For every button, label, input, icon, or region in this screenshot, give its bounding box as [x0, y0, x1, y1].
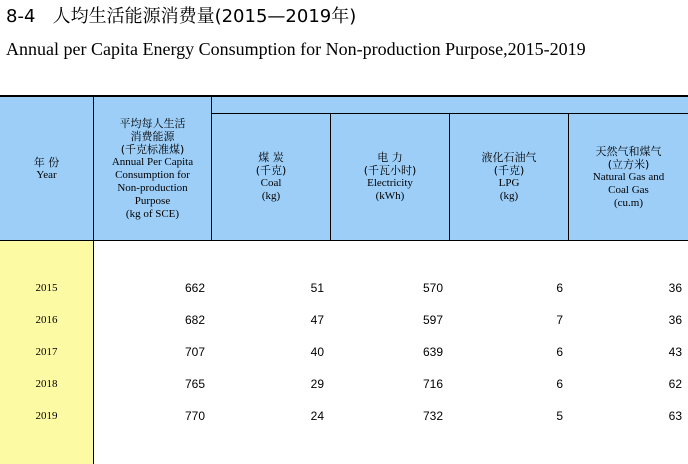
header-total-en-5: (kg of SCE) — [125, 207, 180, 220]
header-lpg-cn-1: 液化石油气 — [481, 151, 537, 164]
header-total-en-3: Non-production — [117, 181, 188, 194]
header-total-cn-3: (千克标准煤) — [120, 142, 185, 156]
table-row — [0, 304, 688, 336]
cell-total: 707 — [184, 345, 205, 359]
header-lpg-en-2: (kg) — [499, 190, 519, 202]
header-electricity-cn-1: 电 力 — [377, 151, 403, 164]
rule-coal — [330, 113, 331, 240]
cell-year: 2015 — [35, 282, 58, 294]
cell-year: 2017 — [35, 346, 58, 358]
cell-total: 682 — [184, 313, 205, 327]
header-electricity-en-1: Electricity — [367, 177, 413, 189]
cell-year: 2018 — [35, 378, 58, 390]
header-sub-band — [212, 97, 688, 113]
header-total-en-1: Annual Per Capita — [111, 155, 194, 168]
cell-electricity: 597 — [422, 313, 443, 327]
cell-gas: 63 — [668, 409, 682, 423]
header-coal-cn-2: (千克) — [255, 164, 287, 177]
cell-electricity: 716 — [422, 377, 443, 391]
header-gas-en-2: Coal Gas — [608, 183, 649, 196]
header-total-en-4: Purpose — [134, 194, 171, 207]
header-lpg-en-1: LPG — [498, 177, 520, 189]
page-title-chinese — [6, 5, 356, 29]
cell-coal: 40 — [310, 345, 324, 359]
cell-lpg: 6 — [556, 377, 563, 391]
header-lpg — [450, 114, 568, 240]
cell-total: 662 — [184, 281, 205, 295]
page-title-english: Annual per Capita Energy Consumption for Non-production Purpose,2015-2019 — [6, 39, 586, 59]
cell-total: 770 — [184, 409, 205, 423]
table-row — [0, 400, 688, 432]
cell-coal: 51 — [310, 281, 324, 295]
table-row — [0, 336, 688, 368]
header-coal-en-2: (kg) — [261, 190, 281, 202]
cell-lpg: 5 — [556, 409, 563, 423]
header-gas-cn-1: 天然气和煤气 — [595, 144, 662, 158]
header-coal-cn-1: 煤 炭 — [258, 151, 284, 164]
title-chinese-text: 人均生活能源消费量(2015—2019年) — [52, 6, 357, 27]
rule-subheader — [212, 113, 688, 114]
rule-header-bottom — [0, 240, 688, 241]
header-gas-en-3: (cu.m) — [613, 196, 643, 209]
header-year — [0, 97, 93, 240]
cell-gas: 36 — [668, 281, 682, 295]
header-total — [94, 97, 211, 240]
rule-electricity — [449, 113, 450, 240]
cell-year: 2016 — [35, 314, 58, 326]
header-total-en-2: Consumption for — [115, 168, 190, 181]
cell-total: 765 — [184, 377, 205, 391]
header-total-cn-1: 平均每人生活 — [119, 116, 186, 130]
header-coal-en-1: Coal — [260, 177, 282, 189]
cell-gas: 36 — [668, 313, 682, 327]
header-year-en: Year — [36, 168, 57, 181]
cell-gas: 62 — [668, 377, 682, 391]
header-year-cn: 年 份 — [33, 155, 60, 169]
header-electricity-cn-2: (千瓦小时) — [363, 164, 417, 177]
cell-coal: 24 — [310, 409, 324, 423]
cell-lpg: 7 — [556, 313, 563, 327]
rule-top — [0, 95, 688, 97]
rule-lpg — [568, 113, 569, 240]
cell-electricity: 570 — [422, 281, 443, 295]
header-electricity — [331, 114, 449, 240]
cell-electricity: 732 — [422, 409, 443, 423]
table-code: 8-4 — [6, 6, 36, 27]
header-lpg-cn-2: (千克) — [493, 164, 525, 177]
data-table — [0, 95, 688, 464]
header-gas — [569, 114, 688, 240]
cell-lpg: 6 — [556, 345, 563, 359]
cell-year: 2019 — [35, 410, 58, 422]
table-row — [0, 368, 688, 400]
cell-electricity: 639 — [422, 345, 443, 359]
header-electricity-en-2: (kWh) — [375, 190, 405, 202]
header-coal — [212, 114, 330, 240]
cell-gas: 43 — [668, 345, 682, 359]
cell-coal: 29 — [310, 377, 324, 391]
cell-coal: 47 — [310, 313, 324, 327]
table-row — [0, 272, 688, 304]
cell-lpg: 6 — [556, 281, 563, 295]
header-total-cn-2: 消费能源 — [130, 129, 175, 143]
header-gas-cn-2: (立方米) — [607, 157, 650, 171]
header-gas-en-1: Natural Gas and — [592, 170, 665, 183]
rule-total — [211, 97, 212, 240]
